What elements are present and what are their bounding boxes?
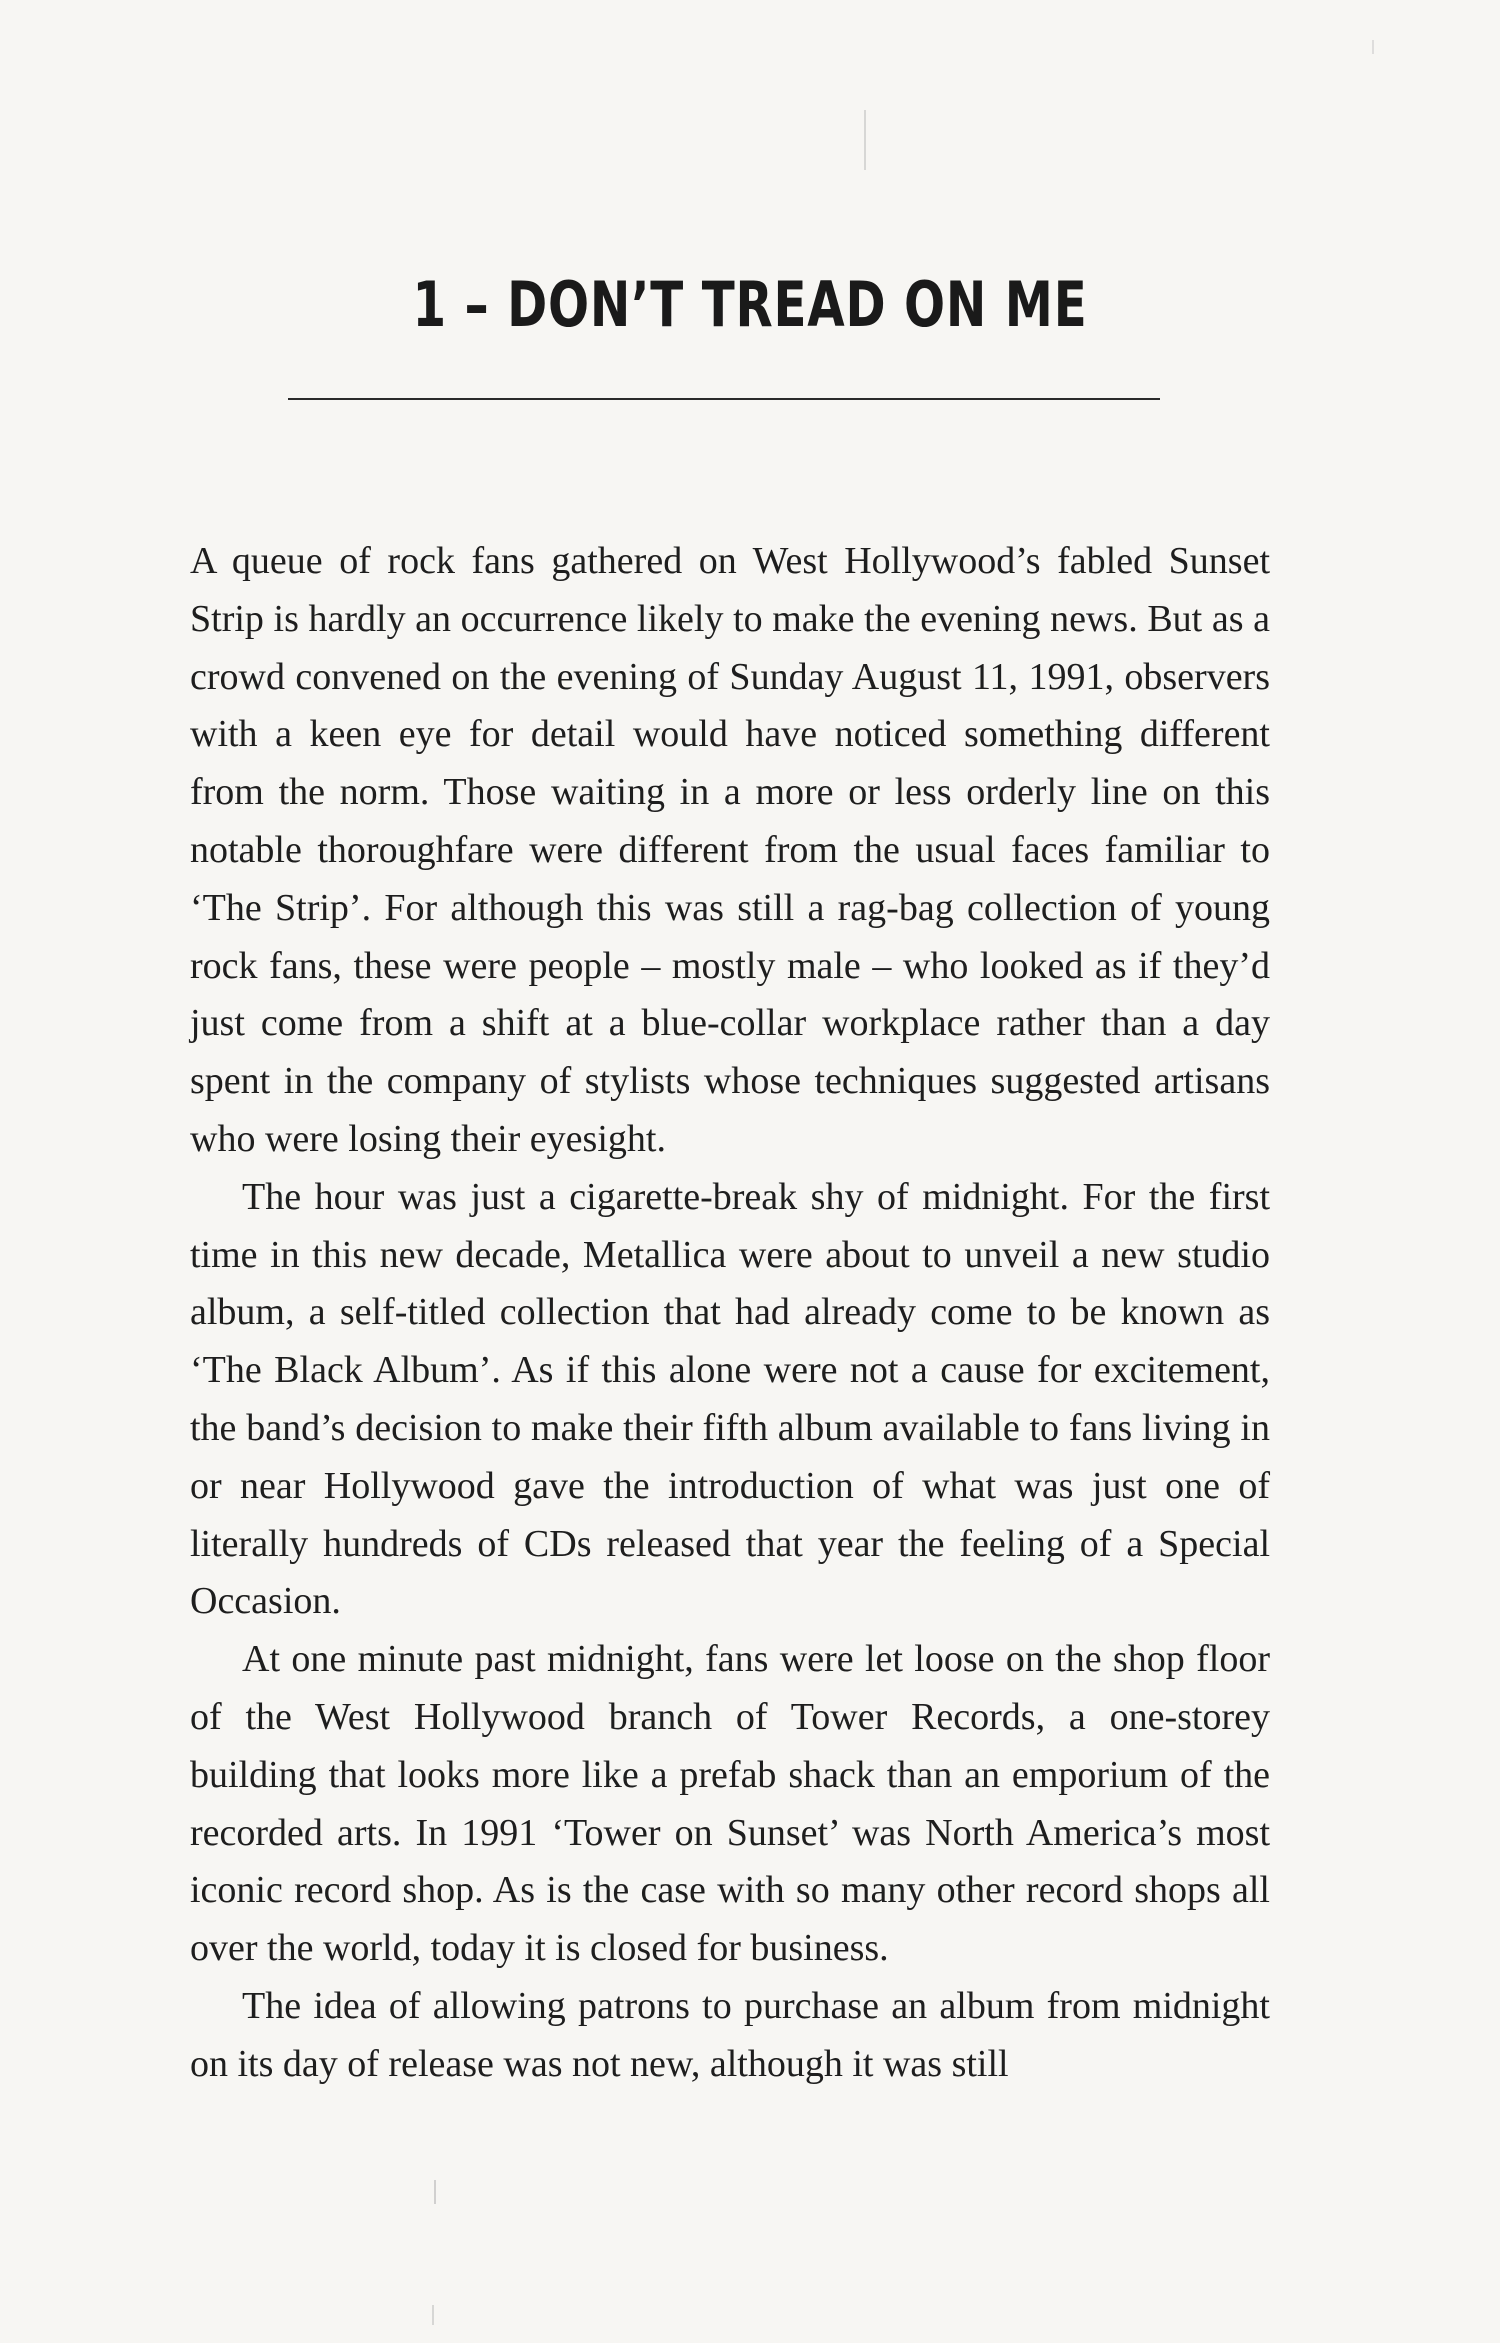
paragraph-4: The idea of allowing patrons to purchase an album from midnight on its day of release was not new, although it was still [190, 1984, 1270, 2085]
title-rule [288, 398, 1160, 400]
scan-speck [432, 2305, 434, 2325]
paragraph-1: A queue of rock fans gathered on West Hollywood’s fabled Sunset Strip is hardly an occurrence likely to make the evening news. But as a crowd convened on the evening of Sunday August 11, 1991, observers with a keen eye for detail would have noticed something different from the norm. Those waiting in a more or less orderly line on this notable thoroughfare were different from the usual faces familiar to ‘The Strip’. For although this was still a rag-bag collection of young rock fans, these were people – mostly male – who looked as if they’d just come from a shift at a blue-collar workplace rather than a day spent in the company of stylists whose techniques suggested artisans who were losing their eyesight. [190, 540, 1270, 1160]
scan-speck [434, 2180, 436, 2204]
paragraph-2: The hour was just a cigarette-break shy of midnight. For the first time in this new decade, Metallica were about to unveil a new studio album, a self-titled collection that had already come to be known as ‘The Black Album’. As if this alone were not a cause for excitement, the band’s decision to make their fifth album available to fans living in or near Hollywood gave the introduction of what was just one of literally hundreds of CDs released that year the feeling of a Special Occasion. [190, 1175, 1270, 1623]
chapter-title: 1 – DON’T TREAD ON ME [412, 268, 1088, 341]
scan-speck [1372, 40, 1374, 54]
paragraph-3: At one minute past midnight, fans were let loose on the shop floor of the West Hollywood branch of Tower Records, a one-storey building that looks more like a prefab shack than an emporium of the recorded arts. In 1991 ‘Tower on Sunset’ was North America’s most iconic record shop. As is the case with so many other record shops all over the world, today it is closed for business. [190, 1638, 1270, 1970]
body-text [190, 533, 1270, 2094]
scan-speck [864, 110, 866, 170]
